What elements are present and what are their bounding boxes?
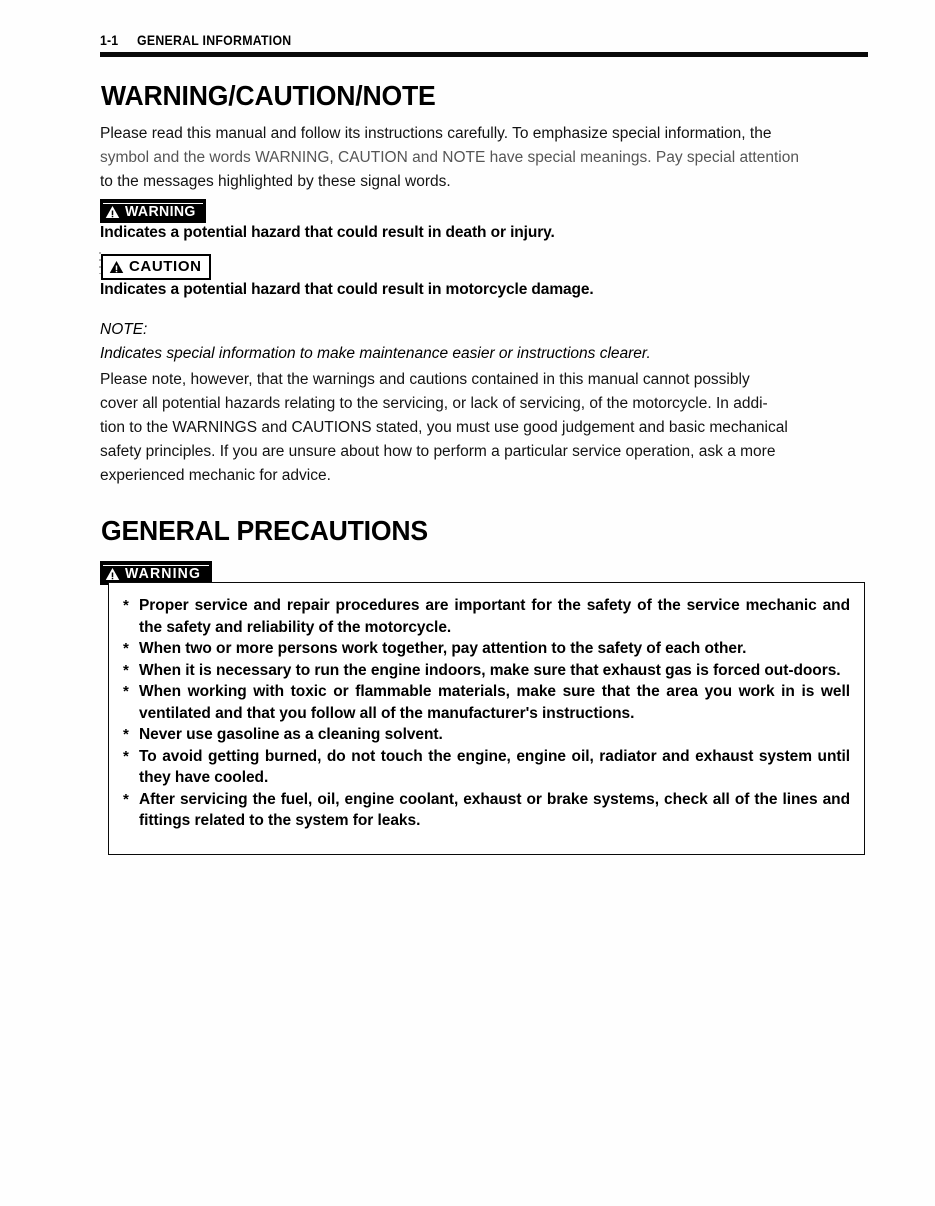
page-header [100,32,868,48]
header-chapter-title: GENERAL INFORMATION [136,32,292,48]
warning-triangle-icon [105,205,120,219]
list-item [123,681,850,724]
warning-badge-label: WARNING [125,203,196,220]
intro-line-3: to the messages highlighted by these signal words. [100,173,451,190]
warning-description: Indicates a potential hazard that could result in death or injury. [100,224,555,241]
warning-badge [100,199,206,223]
heading-general-precautions: GENERAL PRECAUTIONS [101,515,428,546]
list-item [123,789,850,832]
note-label: NOTE: [100,321,148,338]
list-item-text: To avoid getting burned, do not touch the engine, engine oil, radiator and exhaust system until they have cooled. [139,747,850,786]
bullet-marker: * [123,747,129,765]
caution-description: Indicates a potential hazard that could result in motorcycle damage. [100,281,594,298]
bullet-marker: * [123,597,129,614]
list-item [123,660,850,682]
list-item [123,638,850,660]
intro-line-1: Please read this manual and follow its instructions carefully. To emphasize special information, the [100,125,772,142]
intro-paragraph [100,122,868,194]
body-line-2: cover all potential hazards relating to the servicing, or lack of servicing, of the motorcycle. In addi- [100,395,768,412]
heading-warning-caution-note: WARNING/CAUTION/NOTE [101,80,436,111]
precautions-box [108,582,865,855]
list-item [123,724,850,746]
bullet-marker: * [123,790,129,808]
header-rule [100,52,868,57]
note-block [100,318,868,366]
caution-triangle-icon [109,260,124,274]
bullet-marker: * [123,640,129,657]
list-item-text: When it is necessary to run the engine indoors, make sure that exhaust gas is forced out-doors. [139,661,841,679]
list-item-text: When working with toxic or flammable materials, make sure that the area you work in is well ventilated and that you follow all of the manufacturer's instructions. [139,683,850,722]
body-line-3: tion to the WARNINGS and CAUTIONS stated, you must use good judgement and basic mechanical [100,419,788,436]
list-item-text: Proper service and repair procedures are important for the safety of the service mechanic and the safety and reliability of the motorcycle. [139,597,850,636]
body-line-1: Please note, however, that the warnings and cautions contained in this manual cannot possibly [100,371,750,388]
caution-badge [101,254,211,280]
caution-badge-label: CAUTION [129,258,202,275]
list-item [123,595,850,638]
body-line-4: safety principles. If you are unsure about how to perform a particular service operation, ask a more [100,443,776,460]
note-text: Indicates special information to make maintenance easier or instructions clearer. [100,345,651,362]
bullet-marker: * [123,661,129,679]
body-line-5: experienced mechanic for advice. [100,467,331,484]
bullet-marker: * [123,683,129,700]
list-item-text: Never use gasoline as a cleaning solvent. [139,726,443,743]
list-item [123,746,850,789]
precautions-list [109,583,864,832]
list-item-text: After servicing the fuel, oil, engine coolant, exhaust or brake systems, check all of the lines and fittings related to the system for leaks. [139,790,850,829]
list-item-text: When two or more persons work together, pay attention to the safety of each other. [139,640,747,657]
intro-line-2: symbol and the words WARNING, CAUTION and NOTE have special meanings. Pay special attention [100,149,799,166]
page-folio: 1-1 [100,32,119,48]
warning-triangle-icon [105,567,120,581]
body-paragraph [100,368,868,488]
precautions-warning-badge-label: WARNING [125,565,202,582]
bullet-marker: * [123,726,129,743]
